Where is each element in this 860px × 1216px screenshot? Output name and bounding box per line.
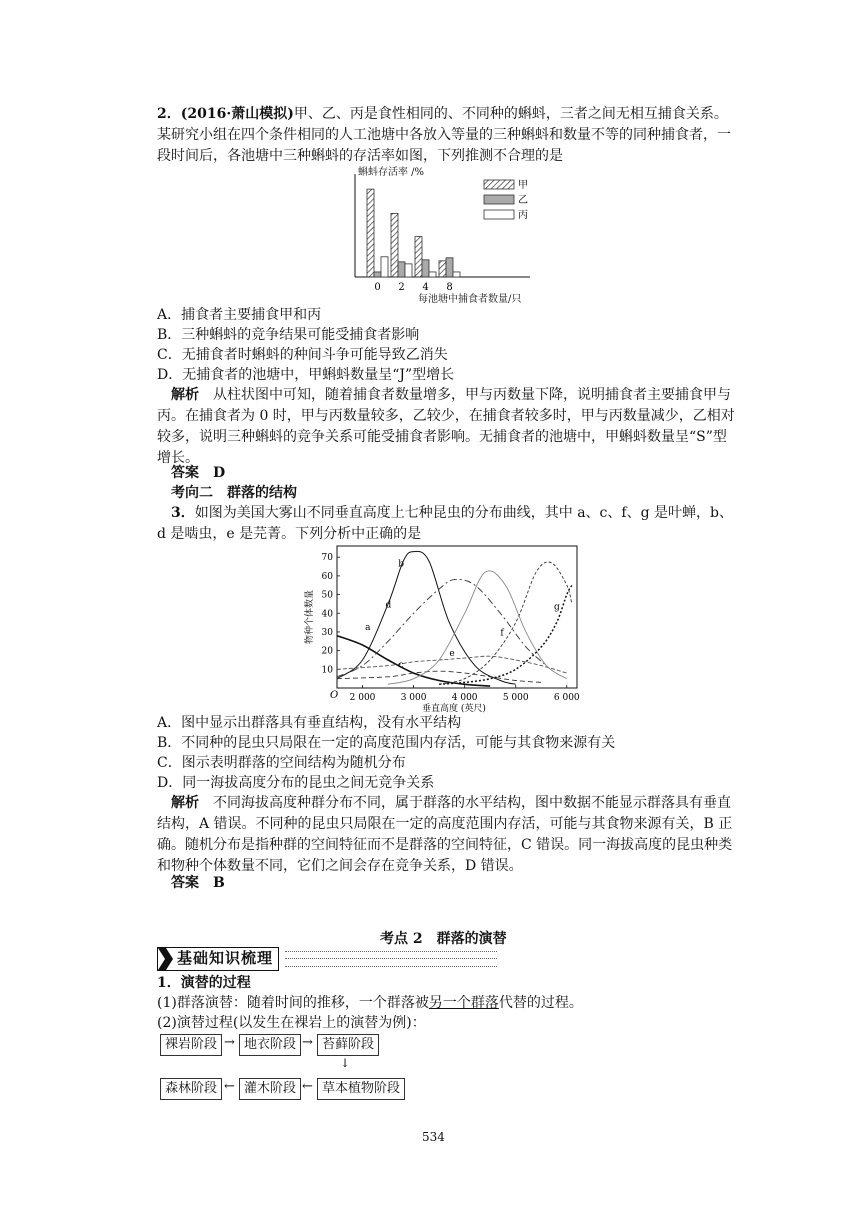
curve-label-e: e (449, 649, 455, 660)
q2-option-d: D．无捕食者的池塘中，甲蝌蚪数量呈“J”型增长 (157, 367, 455, 383)
q3-answer (171, 873, 225, 894)
bar-jia-0 (367, 189, 374, 277)
q2-answer-label: 答案 (171, 465, 199, 481)
legend-swatch-yi (484, 195, 514, 204)
bar-bing-0 (381, 257, 388, 277)
legend-label-bing: 丙 (518, 210, 528, 221)
p1-underline: 另一个群落 (428, 995, 499, 1011)
q2-source: (2016·萧山模拟) (180, 106, 294, 122)
q2-option-a: A．捕食者主要捕食甲和丙 (157, 307, 322, 323)
curve-label-d: d (385, 600, 392, 611)
chart2-y-tick: 60 (321, 571, 333, 582)
stage-lichen: 地衣阶段 (239, 1034, 301, 1056)
curve-label-g: g (554, 602, 560, 613)
bar-bing-4 (429, 272, 436, 277)
bar-bing-2 (405, 264, 412, 277)
q2-option-b: B．三种蝌蚪的竞争结果可能受捕食者影响 (157, 327, 420, 343)
chart1-x-tick: 8 (446, 282, 453, 293)
bar-yi-0 (374, 272, 381, 277)
q2-stem-text: 甲、乙、丙是食性相同的、不同种的蝌蚪，三者之间无相互捕食关系。某研究小组在四个条件相同的人工池塘中各放入等量的三种蝌蚪和数量不等的同种捕食者，一段时间后，各池塘中三种蝌蚪的存活率如图，下列推测不合理的是 (157, 106, 731, 164)
q2-answer (171, 463, 225, 484)
q3-analysis (157, 793, 737, 877)
chart1-x-tick: 2 (398, 282, 405, 293)
section-title: 考点 2 群落的演替 (380, 931, 507, 947)
q2-answer-value: D (213, 465, 226, 481)
q2-analysis-text: 从柱状图中可知，随着捕食者数量增多，甲与丙数量下降，说明捕食者主要捕食甲与丙。在捕食者为 0 时，甲与丙数量较多，乙较少，在捕食者较多时，甲与丙数量减少，乙相对较多，说明三种蝌蚪的竞争关系可能受捕食者影响。无捕食者的池塘中，甲蝌蚪数量呈“S”型增长。 (157, 387, 735, 466)
curve-label-f: f (500, 628, 504, 639)
chart1-x-tick: 4 (422, 282, 429, 293)
chart2-y-tick: 30 (321, 627, 333, 638)
page-number: 534 (422, 1130, 445, 1144)
p1-suffix: 代替的过程。 (498, 995, 583, 1011)
legend-swatch-jia (484, 180, 514, 189)
q3-answer-label: 答案 (171, 875, 199, 891)
insect-distribution-line-chart (300, 543, 600, 715)
arrow-left-icon: ← (224, 1079, 235, 1094)
legend-swatch-bing (484, 210, 514, 219)
chart2-y-tick: 70 (321, 553, 333, 564)
curve-unlabeled-7 (439, 562, 572, 684)
legend-label-jia: 甲 (518, 180, 528, 191)
chart2-x-tick: 3 000 (400, 693, 427, 703)
bar-jia-8 (439, 261, 446, 277)
chart2-y-tick: 40 (321, 609, 333, 620)
arrow-right-icon: → (224, 1035, 235, 1050)
chart2-y-tick: 10 (321, 665, 333, 676)
q2-analysis-label: 解析 (171, 387, 199, 403)
chart1-ylabel: 蝌蚪存活率 /% (358, 167, 425, 178)
arrow-right-icon: → (302, 1035, 313, 1050)
chart2-frame (337, 546, 577, 688)
q3-option-a: A．图中显示出群落具有垂直结构，没有水平结构 (157, 715, 462, 731)
chart2-y-tick: 20 (321, 646, 333, 657)
banner-text: 基础知识梳理 (177, 949, 274, 967)
curve-g (439, 585, 572, 684)
stage-bare-rock: 裸岩阶段 (160, 1034, 222, 1056)
chart2-ylabel: 物种个体数量 (305, 589, 315, 645)
chart2-x-tick: 6 000 (553, 693, 580, 703)
q3-number: 3． (171, 505, 195, 521)
section-banner (157, 947, 497, 971)
curve-label-a: a (365, 623, 371, 634)
curve-label-c: c (398, 660, 404, 671)
q3-answer-value: B (213, 875, 225, 891)
bar-jia-4 (415, 237, 422, 277)
q2-analysis (157, 385, 737, 469)
q3-analysis-label: 解析 (171, 795, 199, 811)
q3-option-c: C．图示表明群落的空间结构为随机分布 (157, 755, 406, 771)
stage-forest: 森林阶段 (160, 1078, 222, 1100)
q2-number: 2． (157, 106, 181, 122)
stage-herb: 草本植物阶段 (317, 1078, 405, 1100)
section-p1 (157, 993, 583, 1014)
chart1-x-ticks (374, 282, 452, 293)
banner-arrow-icon (158, 948, 174, 970)
chart1-xlabel: 每池塘中捕食者数量/只 (418, 294, 522, 305)
bar-yi-8 (446, 258, 453, 277)
chart2-y-tick: 50 (321, 590, 333, 601)
q3-option-b: B．不同种的昆虫只局限在一定的高度范围内存活，可能与其食物来源有关 (157, 735, 616, 751)
banner-dots-mid (285, 958, 497, 959)
chart2-x-tick: 5 000 (502, 693, 529, 703)
q3-option-d: D．同一海拔高度分布的昆虫之间无竞争关系 (157, 775, 435, 791)
chart2-origin: O (330, 690, 339, 701)
stage-moss: 苔藓阶段 (317, 1034, 379, 1056)
section-h1: 1．演替的过程 (157, 975, 251, 991)
q3-analysis-text: 不同海拔高度种群分布不同，属于群落的水平结构，图中数据不能显示群落具有垂直结构，A 错误。不同种的昆虫只局限在一定的高度范围内存活，可能与其食物来源有关，B 正确。随机分布是指种群的空间特征而不是群落的空间特征，C 错误。同一海拔高度的昆虫种类和物种个体数量不同，它们之间会存在竞争关系，D 错误。 (157, 795, 733, 874)
q2-stem (157, 104, 737, 167)
bar-yi-4 (422, 260, 429, 277)
arrow-left-icon: ← (302, 1079, 313, 1094)
chart2-xlabel: 垂直高度 (英尺) (422, 704, 486, 714)
chart2-curves (337, 551, 572, 686)
q2-option-c: C．无捕食者时蝌蚪的种间斗争可能导致乙消失 (157, 347, 448, 363)
stage-shrub: 灌木阶段 (239, 1078, 301, 1100)
chart2-x-tick: 2 000 (349, 693, 376, 703)
bar-bing-8 (453, 272, 460, 277)
q3-stem-text: 如图为美国大雾山不同垂直高度上七种昆虫的分布曲线，其中 a、c、f、g 是叶蝉，b、d 是啮虫，e 是芫菁。下列分析中正确的是 (157, 505, 733, 542)
topic2-heading: 考向二 群落的结构 (171, 485, 297, 501)
legend-label-yi: 乙 (518, 195, 528, 206)
curve-b (337, 551, 516, 684)
chart2-curve-labels (365, 560, 560, 671)
q3-stem (157, 503, 737, 545)
curve-label-b: b (398, 559, 405, 570)
tadpole-survival-bar-chart (340, 164, 580, 306)
banner-dots (285, 951, 497, 967)
arrow-down-icon: ↓ (340, 1056, 351, 1070)
bar-yi-2 (398, 262, 405, 277)
chart1-bars (367, 189, 460, 277)
section-p2: (2)演替过程(以发生在裸岩上的演替为例)： (157, 1015, 426, 1031)
chart2-x-tick: 4 000 (451, 693, 478, 703)
bar-jia-2 (391, 213, 398, 277)
chart1-x-tick: 0 (374, 282, 381, 293)
p1-prefix: (1)群落演替：随着时间的推移，一个群落被 (157, 995, 429, 1011)
